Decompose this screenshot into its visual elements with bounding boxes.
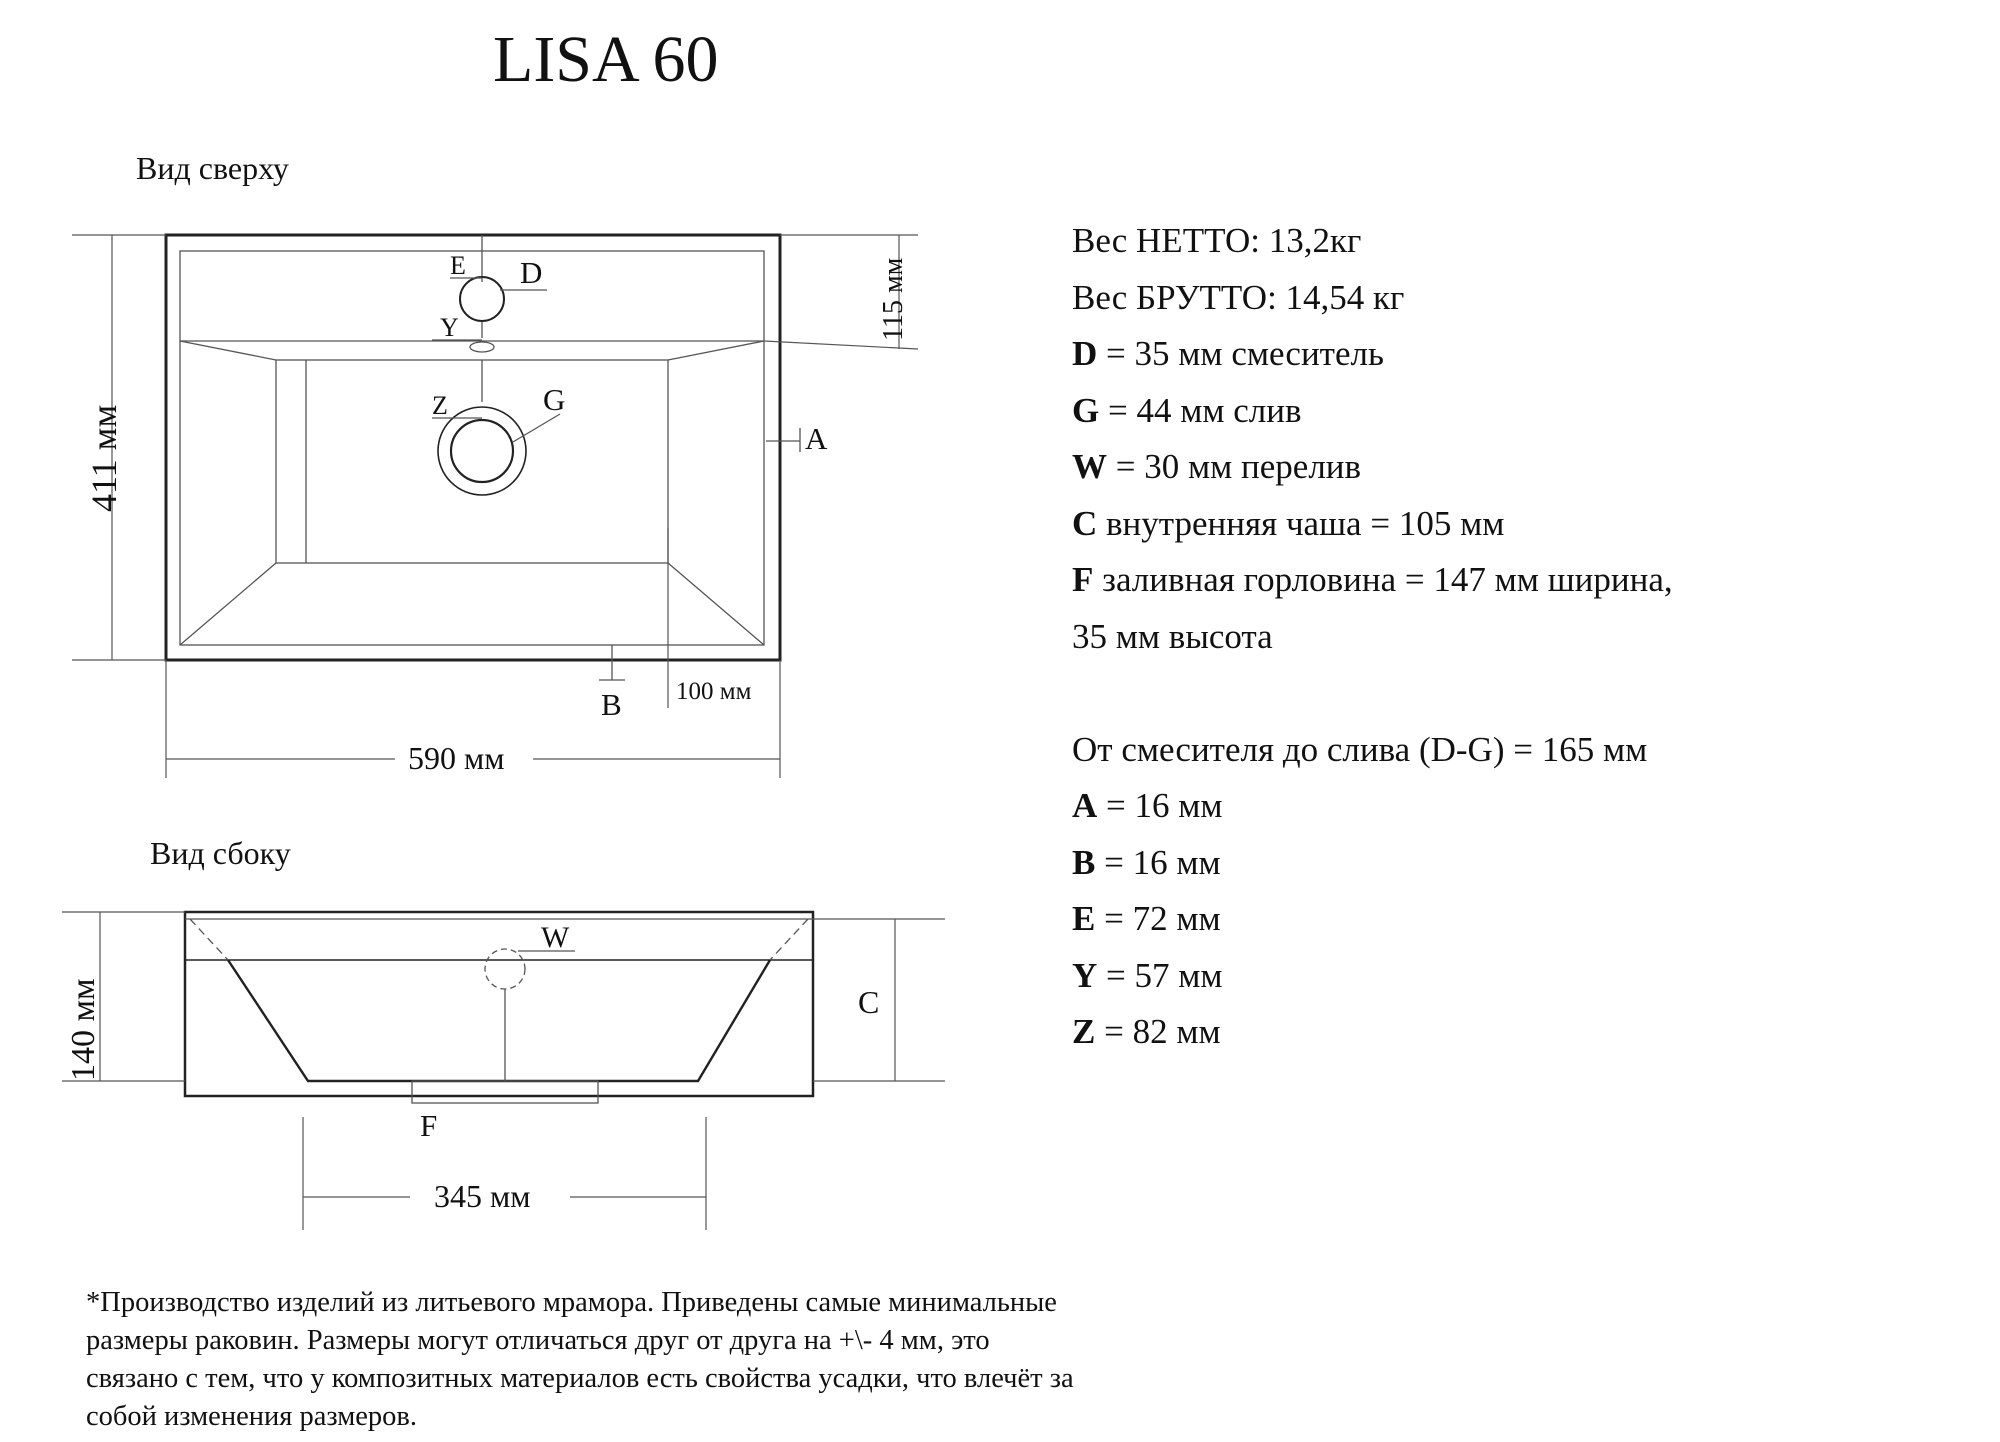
marker-c: C — [858, 984, 880, 1020]
bowl-profile — [228, 960, 770, 1081]
dim-extension-line — [764, 341, 918, 349]
spec-gross-weight: Вес БРУТТО: 14,54 кг — [1072, 277, 1405, 317]
top-view-label: Вид сверху — [136, 150, 289, 186]
hidden-line — [190, 919, 228, 960]
bowl-corner-line — [668, 563, 764, 645]
spec-item-a: A = 16 мм — [1072, 786, 1223, 825]
drawing-title: LISA 60 — [493, 23, 719, 96]
drain-hole-g — [451, 420, 513, 482]
top-view — [72, 235, 918, 778]
hidden-line — [770, 919, 808, 960]
bowl-corner-line — [668, 341, 764, 360]
basin-rim-outline — [180, 251, 764, 645]
dim-label-back: 115 мм — [878, 257, 909, 341]
spec-net-weight: Вес НЕТТО: 13,2кг — [1072, 221, 1362, 260]
spec-item-f-continued: 35 мм высота — [1072, 616, 1273, 656]
marker-a: A — [805, 421, 828, 456]
marker-g: G — [543, 382, 566, 417]
spec-item-e: E = 72 мм — [1072, 899, 1221, 938]
faucet-hole-d — [460, 277, 504, 321]
bowl-corner-line — [180, 341, 276, 360]
spec-spacer — [1072, 665, 1673, 722]
side-view — [62, 912, 945, 1230]
spec-item-g: G = 44 мм слив — [1072, 390, 1302, 430]
marker-b: B — [601, 687, 622, 722]
spec-item-d: D = 35 мм смеситель — [1072, 334, 1384, 373]
spec-item-w: W = 30 мм перелив — [1072, 447, 1362, 486]
spec-item-y: Y = 57 мм — [1072, 955, 1223, 995]
spec-item-c: C внутренняя чаша = 105 мм — [1072, 503, 1505, 543]
marker-y: Y — [440, 313, 459, 342]
footnote: *Производство изделий из литьевого мрамора. Приведены самые минимальные размеры раковин. Размеры могут отличаться друг от друга на +\- 4 мм, это связано с тем, что у композитных материалов есть свойства усадки, что влечёт за собой изменения размеров. — [86, 1287, 1074, 1432]
marker-d: D — [520, 255, 543, 290]
drain-neck-f — [412, 1081, 598, 1103]
dim-label-depth: 411 мм — [84, 404, 124, 512]
bowl-corner-line — [180, 563, 276, 645]
basin-outer-outline — [166, 235, 780, 660]
overflow-hole-w — [485, 949, 525, 989]
spec-mixer-to-drain: От смесителя до слива (D-G) = 165 мм — [1072, 729, 1648, 769]
marker-z: Z — [432, 391, 448, 420]
bowl-floor — [276, 360, 668, 563]
side-outer-outline — [185, 912, 813, 1096]
dim-label-width: 590 мм — [408, 740, 505, 776]
overflow-slot-y — [470, 342, 494, 352]
marker-e: E — [450, 251, 466, 280]
spec-item-z: Z = 82 мм — [1072, 1012, 1221, 1051]
spec-list — [1072, 213, 1673, 1061]
side-view-label: Вид сбоку — [150, 835, 291, 871]
spec-item-f: F заливная горловина = 147 мм ширина, — [1072, 560, 1673, 599]
dim-label-bowl: 345 мм — [434, 1178, 531, 1214]
marker-w: W — [541, 921, 570, 954]
spec-item-b: B = 16 мм — [1072, 842, 1221, 882]
dim-label-edge: 100 мм — [676, 678, 752, 705]
marker-f: F — [420, 1108, 438, 1143]
dim-label-height: 140 мм — [65, 978, 102, 1081]
